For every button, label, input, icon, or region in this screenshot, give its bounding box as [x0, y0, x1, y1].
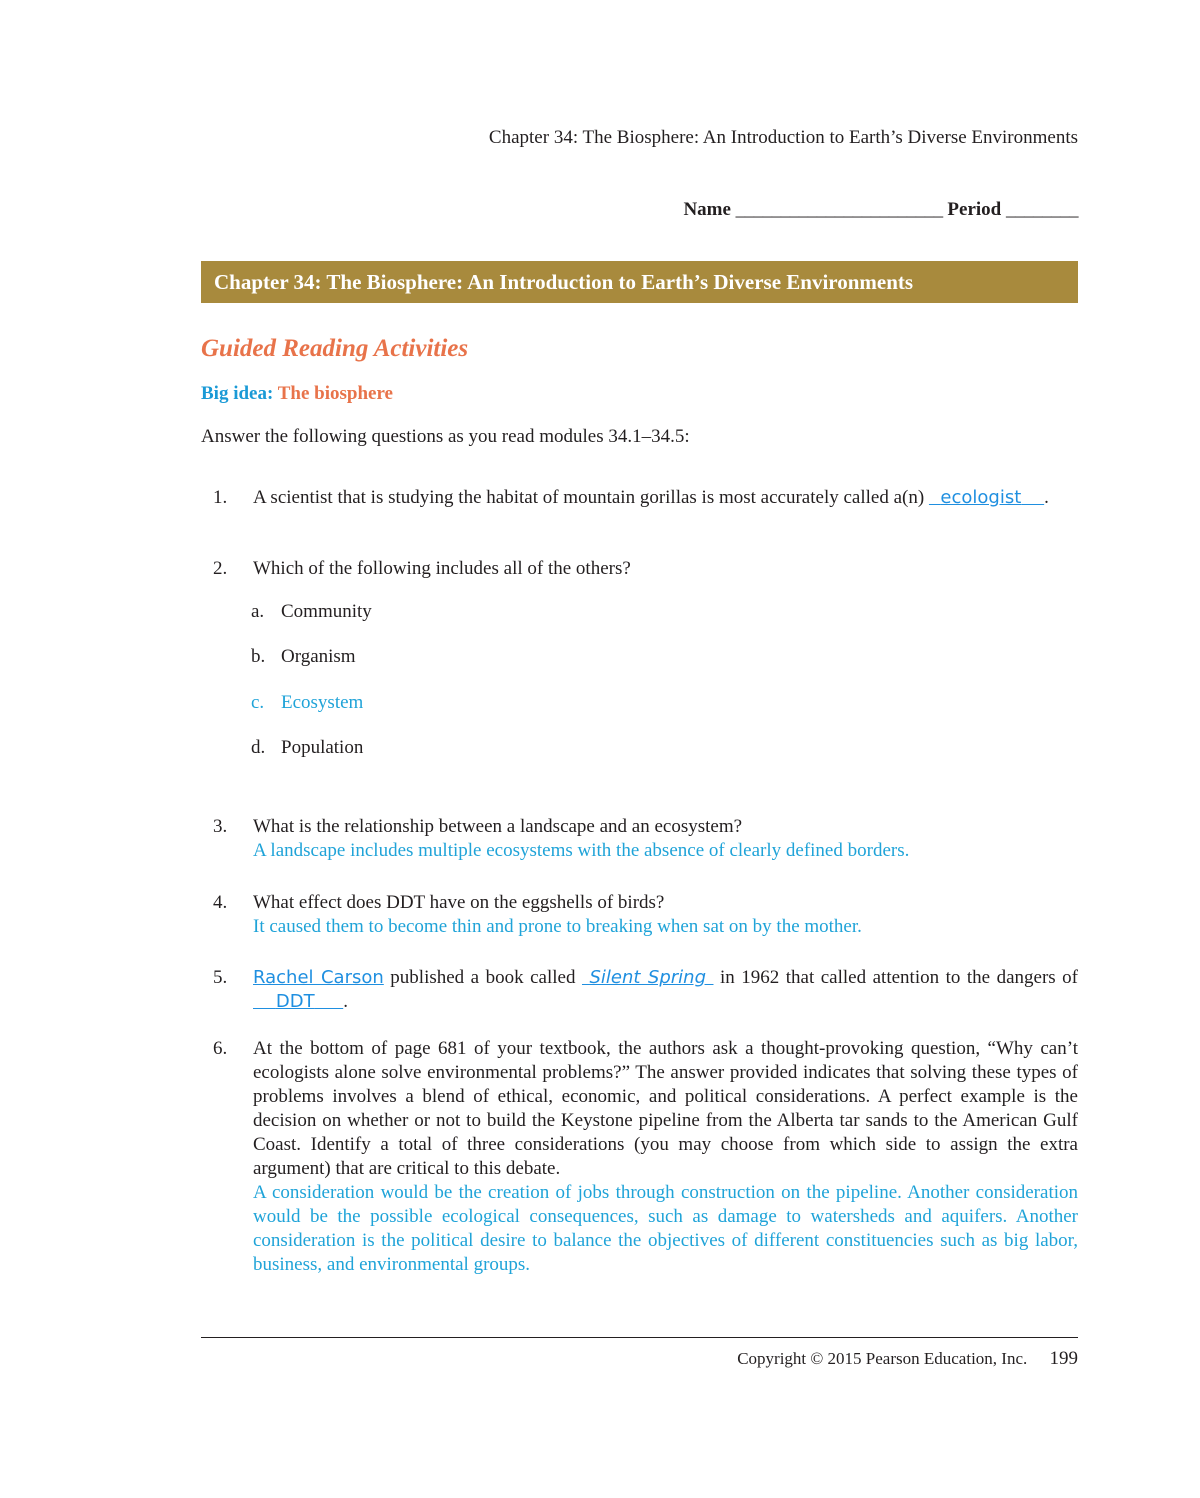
big-idea-label: Big idea:	[201, 383, 274, 404]
page-number: 199	[1049, 1348, 1078, 1369]
chapter-banner: Chapter 34: The Biosphere: An Introduction to Earth’s Diverse Environments	[201, 261, 1078, 303]
question-number: 4.	[213, 892, 228, 913]
footer	[737, 1348, 1078, 1370]
question-text: At the bottom of page 681 of your textbook, the authors ask a thought-provoking question, “Why can’t ecologists alone solve environmental problems?” The answer provided indicates that solving these types of problems involves a blend of ethical, economic, and political considerations. A perfect example is the decision on whether or not to build the Keystone pipeline from the Alberta tar sands to the American Gulf Coast. Identify a total of three considerations (you may choose from which side to assign the extra argument) that are critical to this debate.	[253, 1038, 1078, 1179]
question-text-end: .	[343, 991, 348, 1012]
handwritten-answer: ecologist	[940, 487, 1022, 508]
question-number: 1.	[213, 487, 228, 508]
handwritten-answer: Rachel Carson	[253, 967, 384, 988]
answer-blank	[929, 487, 1044, 508]
name-blank: _______________________	[735, 199, 943, 220]
period-label: Period	[947, 199, 1002, 220]
question-text: What is the relationship between a landscape and an ecosystem?	[253, 816, 743, 837]
question-text: in 1962 that called attention to the dangers of	[719, 967, 1078, 988]
handwritten-answer: Silent Spring	[589, 967, 706, 988]
running-head: Chapter 34: The Biosphere: An Introduction to Earth’s Diverse Environments	[488, 127, 1078, 148]
question-5	[201, 966, 1078, 1014]
section-title: Guided Reading Activities	[201, 335, 469, 362]
question-text: Which of the following includes all of the others?	[253, 558, 631, 579]
answer-blank-book	[582, 967, 714, 988]
question-text: What effect does DDT have on the eggshells of birds?	[253, 892, 665, 913]
option-d: d. Population	[251, 737, 364, 758]
name-label: Name	[683, 199, 731, 220]
answer-blank-author	[253, 967, 384, 988]
option-b: b. Organism	[251, 646, 356, 667]
typed-answer: A consideration would be the creation of jobs through construction on the pipeline. Another consideration would be the possible ecological consequences, such as damage to watersheds and aquifers. Another consideration is the political desire to balance the objectives of different constituencies such as big labor, business, and environmental groups.	[253, 1182, 1078, 1275]
instructions: Answer the following questions as you read modules 34.1–34.5:	[201, 426, 690, 447]
question-6	[201, 1037, 1078, 1277]
big-idea	[201, 383, 393, 405]
name-period-line	[683, 199, 1078, 221]
handwritten-answer: DDT	[275, 991, 315, 1012]
question-text: published a book called	[390, 967, 576, 988]
answer-blank-chemical	[253, 991, 343, 1012]
question-text-end: .	[1044, 487, 1049, 508]
question-4	[201, 891, 1078, 939]
question-number: 6.	[213, 1038, 228, 1059]
option-a: a. Community	[251, 601, 372, 622]
question-2	[201, 557, 1078, 581]
big-idea-topic: The biosphere	[277, 383, 393, 404]
period-blank: ________	[1006, 199, 1078, 220]
question-3	[201, 815, 1078, 863]
question-text: A scientist that is studying the habitat of mountain gorillas is most accurately called a(n)	[253, 487, 925, 508]
question-1	[201, 486, 1078, 510]
option-c-selected: c. Ecosystem	[251, 692, 364, 713]
copyright: Copyright © 2015 Pearson Education, Inc.	[737, 1349, 1028, 1368]
typed-answer: It caused them to become thin and prone to breaking when sat on by the mother.	[253, 916, 862, 937]
question-number: 5.	[213, 967, 228, 988]
question-number: 2.	[213, 558, 228, 579]
typed-answer: A landscape includes multiple ecosystems with the absence of clearly defined borders.	[253, 840, 910, 861]
question-number: 3.	[213, 816, 228, 837]
footer-divider	[201, 1337, 1078, 1338]
